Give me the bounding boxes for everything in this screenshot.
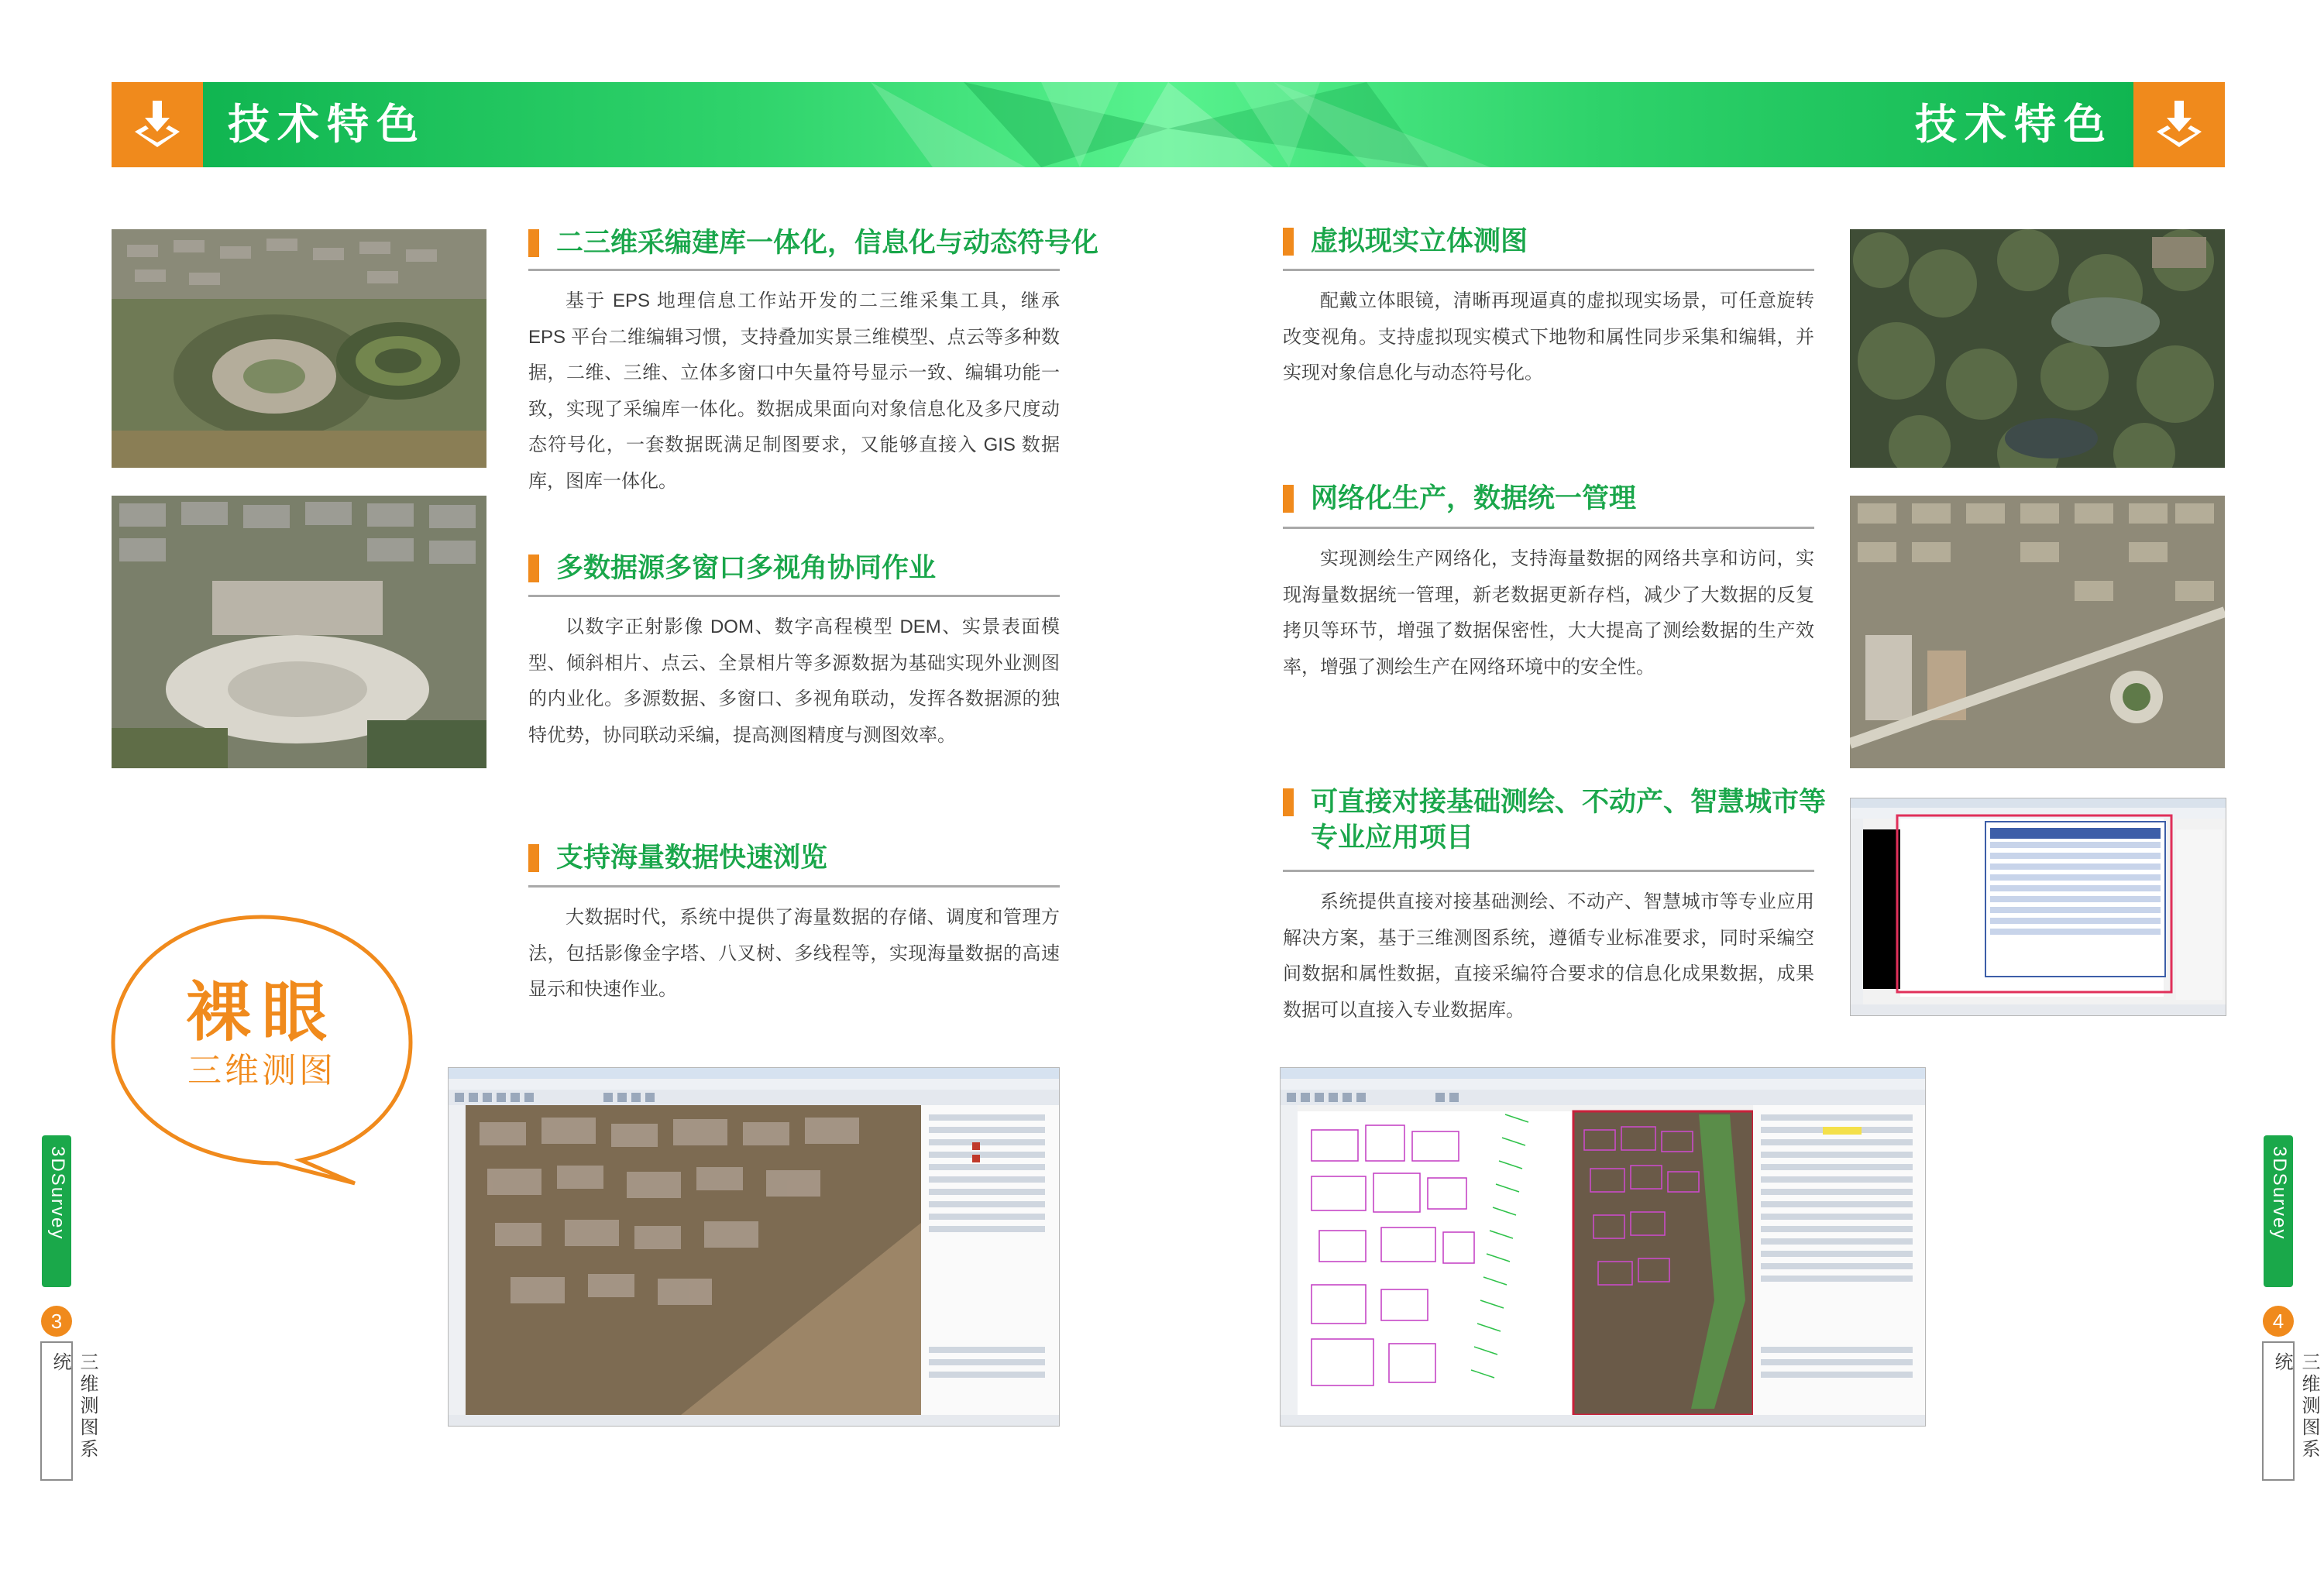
section-4-title: 虚拟现实立体测图 (1311, 226, 1528, 256)
right-side-tab-system: 三维测图系统 (2271, 1352, 2319, 1461)
banner-pattern (112, 82, 2225, 167)
section-6-title-line2: 专业应用项目 (1311, 822, 1474, 853)
section-2-body: 以数字正射影像 DOM、数字高程模型 DEM、实景表面模型、倾斜相片、点云、全景相片等多源数据为基础实现外业测图的内业化。多源数据、多窗口、多视角联动，发挥各数据源的独特优势，协同联动采编，提高测图精度与测图效率。 (528, 616, 1060, 746)
header-right-icon-box (2133, 82, 2225, 167)
right-side-tab-system-box (2262, 1341, 2319, 1481)
section-4-marker (1283, 228, 1294, 256)
section-6-marker (1283, 788, 1294, 816)
section-1-title: 二三维采编建库一体化，信息化与动态符号化 (556, 228, 1099, 258)
section-3-body: 大数据时代，系统中提供了海量数据的存储、调度和管理方法，包括影像金字塔、八叉树、多线程等，实现海量数据的高速显示和快速作业。 (528, 907, 1060, 1000)
section-3-title: 支持海量数据快速浏览 (556, 843, 828, 873)
section-3-rule (528, 885, 1060, 888)
section-6-body: 系统提供直接对接基础测绘、不动产、智慧城市等专业应用解决方案，基于三维测图系统，遵循专业标准要求，同时采编空间数据和属性数据，直接采编符合要求的信息化成果数据，成果数据可以直接入专业数据库。 (1283, 891, 1814, 1021)
section-5-title: 网络化生产，数据统一管理 (1311, 483, 1637, 513)
section-5-body: 实现测绘生产网络化，支持海量数据的网络共享和访问，实现海量数据统一管理，新老数据更新存档，减少了大数据的反复拷贝等环节，增强了数据保密性，大大提高了测绘数据的生产效率，增强了测绘生产在网络环境中的安全性。 (1283, 548, 1814, 678)
screenshot-3d-survey-right (1280, 1067, 1926, 1427)
download-tray-icon (2152, 98, 2206, 152)
section-1-rule (528, 269, 1060, 271)
photo-aerial-campus-1 (112, 229, 486, 468)
section-2-rule (528, 595, 1060, 597)
photo-aerial-city (1850, 496, 2225, 768)
section-5-rule (1283, 527, 1814, 529)
section-4-rule (1283, 269, 1814, 271)
bubble-title: 裸眼 (185, 976, 338, 1049)
section-6-title-line1: 可直接对接基础测绘、不动产、智慧城市等 (1311, 787, 1827, 817)
section-5-marker (1283, 485, 1294, 513)
section-2-marker (528, 555, 539, 582)
header-right-title: 技术特色 (1915, 101, 2113, 148)
bubble-subtitle: 三维测图 (187, 1052, 336, 1090)
right-page-number: 4 (2263, 1306, 2294, 1337)
header-banner (112, 82, 2225, 167)
download-tray-icon (130, 98, 184, 152)
left-side-tab-product: EPS 3DSurvey (47, 1146, 90, 1241)
photo-aerial-campus-2 (112, 496, 486, 768)
photo-aerial-park (1850, 229, 2225, 468)
right-side-tab (2264, 1135, 2312, 1287)
section-4-body: 配戴立体眼镜，清晰再现逼真的虚拟现实场景，可任意旋转改变视角。支持虚拟现实模式下地物和属性同步采集和编辑，并实现对象信息化与动态符号化。 (1283, 290, 1814, 383)
section-6-rule (1283, 870, 1814, 872)
right-side-tab-product: EPS 3DSurvey (2269, 1146, 2312, 1241)
section-3-marker (528, 844, 539, 872)
left-side-tab-system: 三维测图系统 (50, 1352, 98, 1461)
section-1-body: 基于 EPS 地理信息工作站开发的二三维采集工具，继承 EPS 平台二维编辑习惯，支持叠加实景三维模型、点云等多种数据，二维、三维、立体多窗口中矢量符号显示一致、编辑功能一致，实现了采编库一体化。数据成果面向对象信息化及多尺度动态符号化，一套数据既满足制图要求，又能够直接入 GIS 数据库，图库一体化。 (528, 290, 1060, 492)
section-1-marker (528, 229, 539, 257)
screenshot-3d-survey-left (448, 1067, 1060, 1427)
left-side-tab-system-box (40, 1341, 98, 1481)
left-page-number: 3 (41, 1306, 72, 1337)
screenshot-database-dialog (1850, 798, 2226, 1016)
header-left-title: 技术特色 (228, 101, 426, 148)
left-side-tab (42, 1135, 90, 1287)
section-2-title: 多数据源多窗口多视角协同作业 (556, 553, 937, 583)
header-left-icon-box (112, 82, 203, 167)
